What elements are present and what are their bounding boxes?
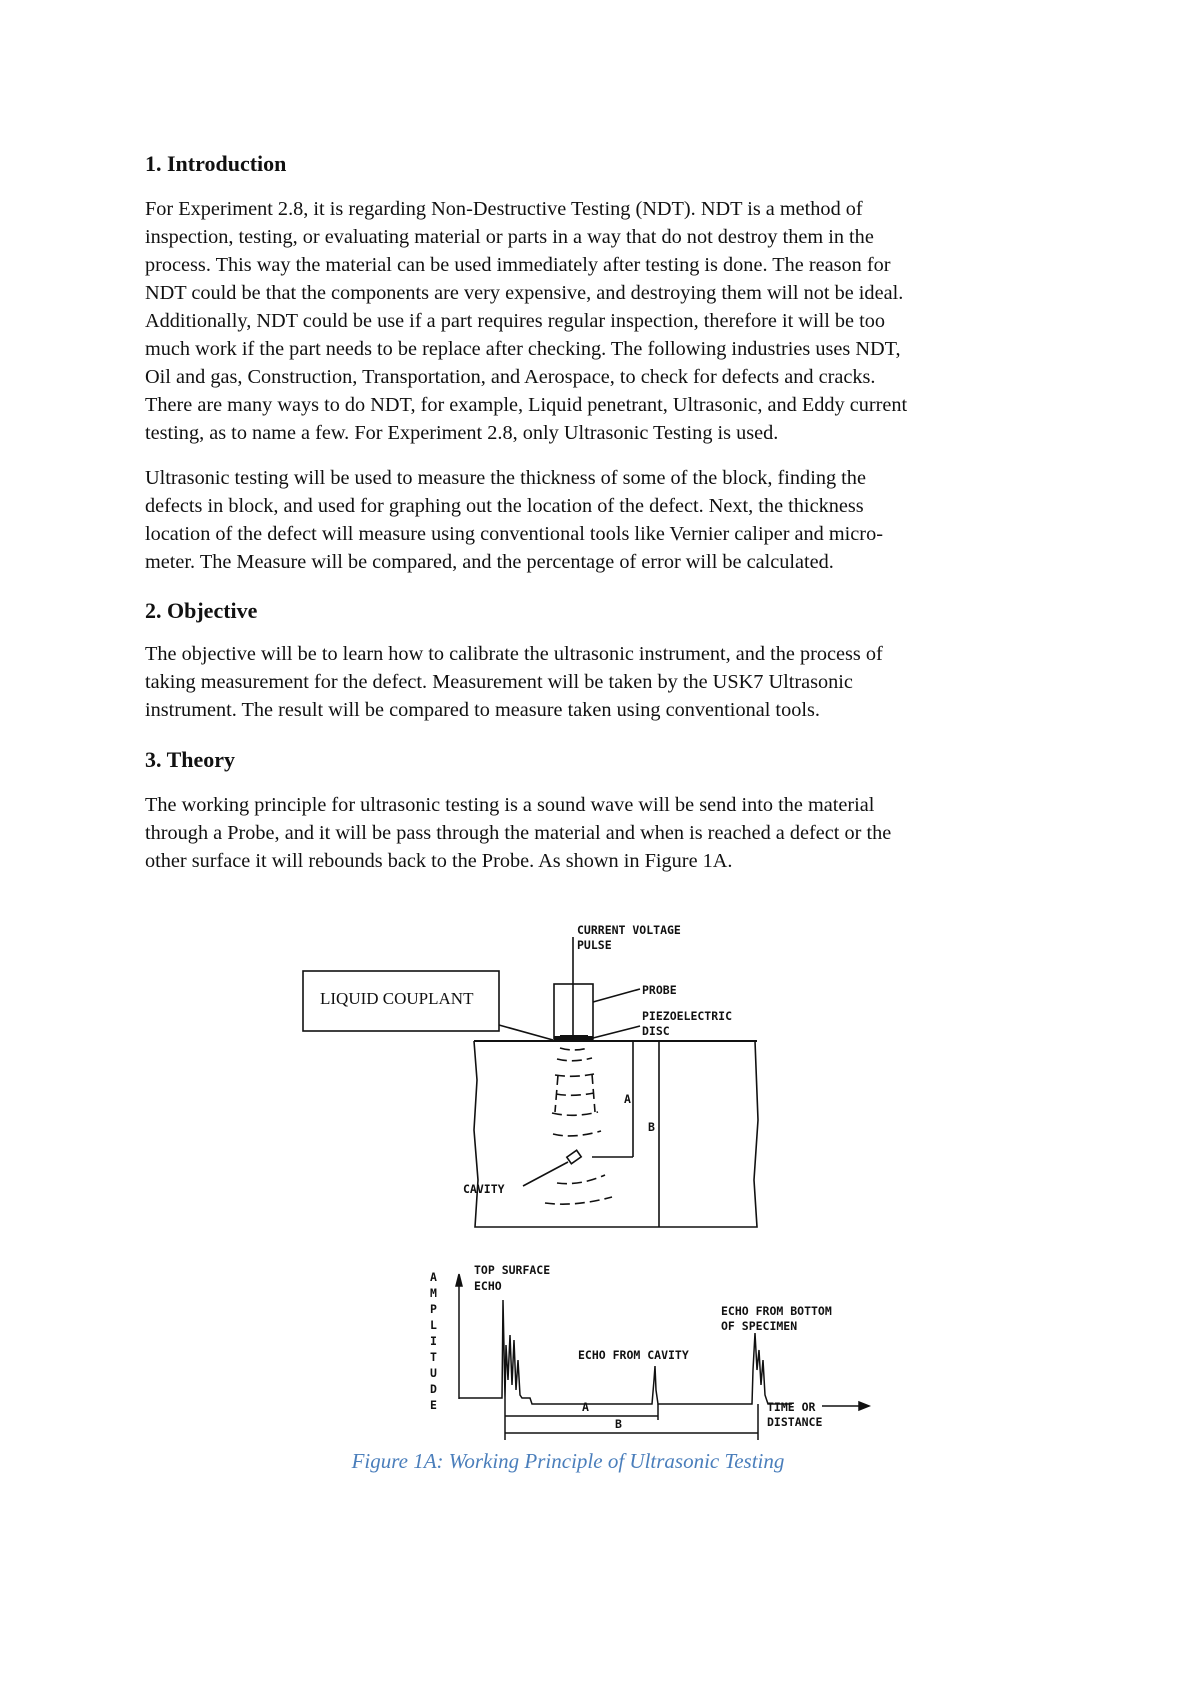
text-line: process. This way the material can be used immediately after testing is done. The reason for bbox=[145, 254, 891, 276]
amplitude-letter: T bbox=[430, 1350, 437, 1364]
figure-caption: Figure 1A: Working Principle of Ultrasonic Testing bbox=[351, 1449, 785, 1473]
amplitude-letter: U bbox=[430, 1366, 437, 1380]
heading-objective: 2. Objective bbox=[145, 598, 258, 623]
label-probe: PROBE bbox=[642, 983, 677, 997]
amplitude-letter: M bbox=[430, 1286, 437, 1300]
heading-theory: 3. Theory bbox=[145, 747, 236, 772]
label-distance: DISTANCE bbox=[767, 1415, 823, 1429]
text-line: testing, as to name a few. For Experiment 2.8, only Ultrasonic Testing is used. bbox=[145, 422, 779, 444]
label-piezoelectric: PIEZOELECTRIC bbox=[642, 1009, 733, 1023]
cavity bbox=[567, 1150, 581, 1163]
text-line: Ultrasonic testing will be used to measure the thickness of some of the block, finding the bbox=[145, 467, 866, 489]
sound-waves bbox=[545, 1048, 612, 1204]
text-line: The working principle for ultrasonic testing is a sound wave will be send into the material bbox=[145, 794, 875, 816]
text-line: taking measurement for the defect. Measurement will be taken by the USK7 Ultrasonic bbox=[145, 671, 853, 693]
amplitude-arrow bbox=[456, 1274, 462, 1286]
label-top-surface: TOP SURFACE bbox=[474, 1263, 551, 1277]
text-line: location of the defect will measure using conventional tools like Vernier caliper and micro- bbox=[145, 523, 883, 545]
text-line: instrument. The result will be compared to measure taken using conventional tools. bbox=[145, 699, 820, 721]
label-a: A bbox=[624, 1092, 631, 1106]
label-disc: DISC bbox=[642, 1024, 670, 1038]
label-time-or: TIME OR bbox=[767, 1400, 816, 1414]
amplitude-letter: E bbox=[430, 1398, 437, 1412]
text-line: defects in block, and used for graphing out the location of the defect. Next, the thickness bbox=[145, 495, 864, 517]
amplitude-letter: D bbox=[430, 1382, 437, 1396]
amplitude-letter: A bbox=[430, 1270, 437, 1284]
text-line: Additionally, NDT could be use if a part requires regular inspection, therefore it will be too bbox=[145, 310, 886, 332]
text-line: The objective will be to learn how to calibrate the ultrasonic instrument, and the process of bbox=[145, 643, 883, 665]
heading-introduction: 1. Introduction bbox=[145, 151, 287, 176]
amplitude-letter: L bbox=[430, 1318, 437, 1332]
label-pulse: PULSE bbox=[577, 938, 612, 952]
text-line: through a Probe, and it will be pass through the material and when is reached a defect or the bbox=[145, 822, 892, 844]
label-b: B bbox=[648, 1120, 655, 1134]
label-current-voltage: CURRENT VOLTAGE bbox=[577, 923, 681, 937]
label-top-surface-echo: ECHO bbox=[474, 1279, 502, 1293]
text-line: NDT could be that the components are very expensive, and destroying them will not be ideal. bbox=[145, 282, 904, 304]
label-echo-bottom: ECHO FROM BOTTOM bbox=[721, 1304, 832, 1318]
label-liquid-couplant: LIQUID COUPLANT bbox=[320, 989, 474, 1008]
specimen-block bbox=[474, 1041, 758, 1227]
text-line: other surface it will rebounds back to the Probe. As shown in Figure 1A. bbox=[145, 850, 733, 872]
label-dim-b: B bbox=[615, 1417, 622, 1431]
probe-leader bbox=[593, 989, 640, 1002]
text-line: Oil and gas, Construction, Transportation, and Aerospace, to check for defects and cracks. bbox=[145, 366, 876, 388]
text-line: For Experiment 2.8, it is regarding Non-Destructive Testing (NDT). NDT is a method of bbox=[145, 198, 863, 220]
text-line: much work if the part needs to be replace after checking. The following industries uses NDT, bbox=[145, 338, 901, 360]
text-line: inspection, testing, or evaluating material or parts in a way that do not destroy them in the bbox=[145, 226, 874, 248]
label-of-specimen: OF SPECIMEN bbox=[721, 1319, 798, 1333]
text-line: meter. The Measure will be compared, and the percentage of error will be calculated. bbox=[145, 551, 834, 573]
label-dim-a: A bbox=[582, 1400, 589, 1414]
amplitude-letter: I bbox=[430, 1334, 437, 1348]
amplitude-axis-label bbox=[430, 1263, 832, 1431]
cavity-leader bbox=[523, 1162, 568, 1186]
piezoelectric-disc bbox=[554, 1036, 593, 1040]
text-line: There are many ways to do NDT, for example, Liquid penetrant, Ultrasonic, and Eddy current bbox=[145, 394, 908, 416]
amplitude-letter: P bbox=[430, 1302, 437, 1316]
couplant-leader bbox=[499, 1025, 553, 1040]
label-cavity: CAVITY bbox=[463, 1182, 505, 1196]
disc-leader bbox=[593, 1026, 640, 1038]
label-echo-cavity: ECHO FROM CAVITY bbox=[578, 1348, 689, 1362]
